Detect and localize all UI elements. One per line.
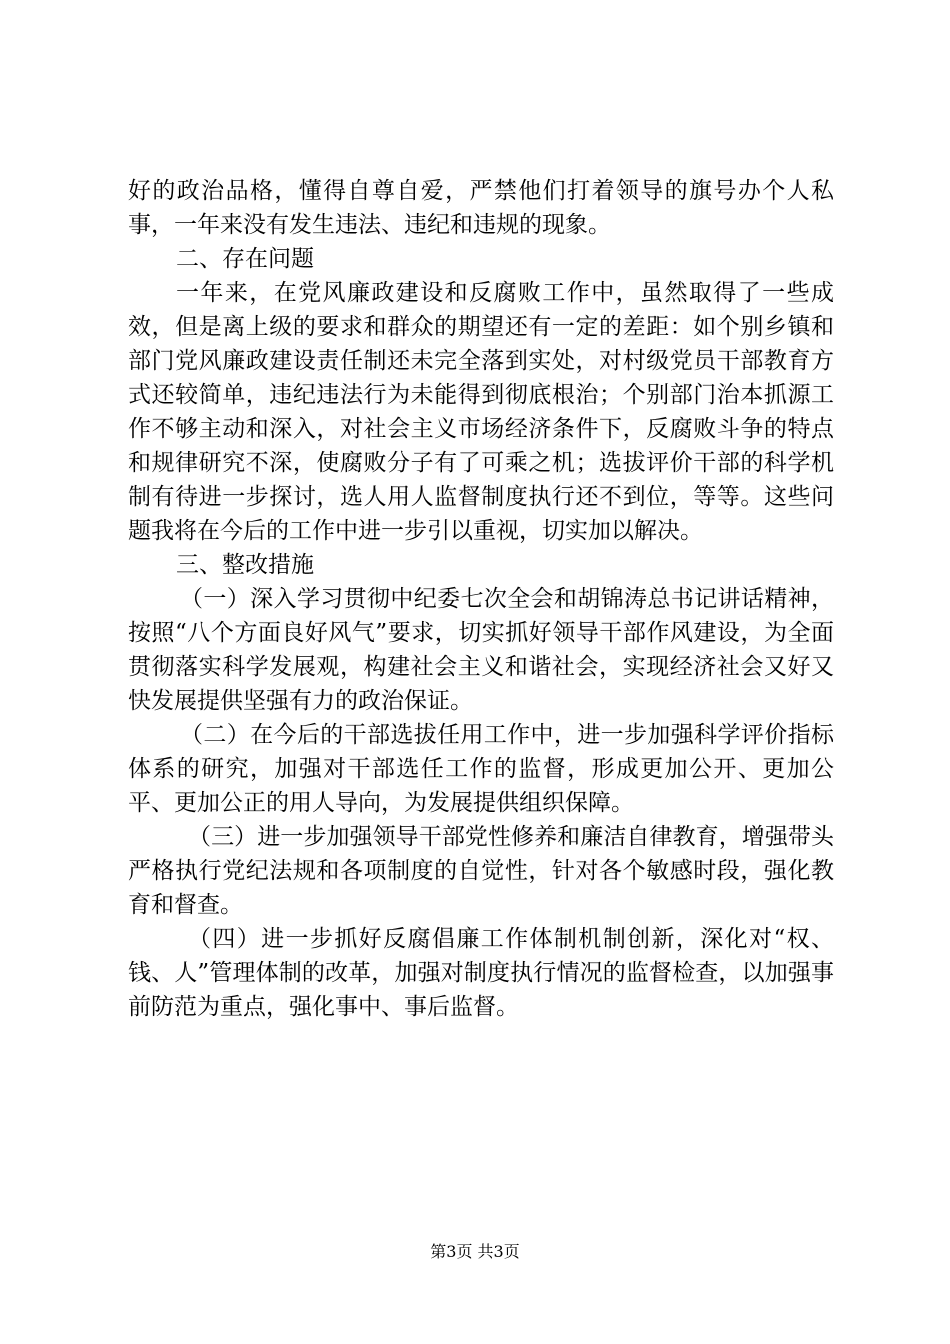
paragraph-measure-3: （三）进一步加强领导干部党性修养和廉洁自律教育，增强带头严格执行党纪法规和各项制度的自觉性，针对各个敏感时段，强化教育和督查。 bbox=[128, 824, 834, 918]
paragraph-measure-1: （一）深入学习贯彻中纪委七次全会和胡锦涛总书记讲话精神，按照“八个方面良好风气”要求，切实抓好领导干部作风建设，为全面贯彻落实科学发展观，构建社会主义和谐社会，实现经济社会又好又快发展提供坚强有力的政治保证。 bbox=[128, 586, 834, 714]
paragraph-continuation: 好的政治品格，懂得自尊自爱，严禁他们打着领导的旗号办个人私事，一年来没有发生违法、违纪和违规的现象。 bbox=[128, 178, 834, 238]
paragraph-measure-2: （二）在今后的干部选拔任用工作中，进一步加强科学评价指标体系的研究，加强对干部选任工作的监督，形成更加公开、更加公平、更加公正的用人导向，为发展提供组织保障。 bbox=[128, 722, 834, 816]
paragraph-measure-4: （四）进一步抓好反腐倡廉工作体制机制创新，深化对“权、钱、人”管理体制的改革，加强对制度执行情况的监督检查，以加强事前防范为重点，强化事中、事后监督。 bbox=[128, 926, 834, 1020]
page-number-footer: 第3页 共3页 bbox=[430, 1242, 520, 1261]
paragraph-problems: 一年来，在党风廉政建设和反腐败工作中，虽然取得了一些成效，但是离上级的要求和群众的期望还有一定的差距：如个别乡镇和部门党风廉政建设责任制还未完全落到实处，对村级党员干部教育方式还较简单，违纪违法行为未能得到彻底根治；个别部门治本抓源工作不够主动和深入，对社会主义市场经济条件下，反腐败斗争的特点和规律研究不深，使腐败分子有了可乘之机；选拔评价干部的科学机制有待进一步探讨，选人用人监督制度执行还不到位，等等。这些问题我将在今后的工作中进一步引以重视，切实加以解决。 bbox=[128, 280, 834, 544]
document-body bbox=[128, 174, 834, 1024]
section-heading-measures: 三、整改措施 bbox=[176, 552, 314, 578]
section-heading-problems: 二、存在问题 bbox=[176, 246, 314, 272]
